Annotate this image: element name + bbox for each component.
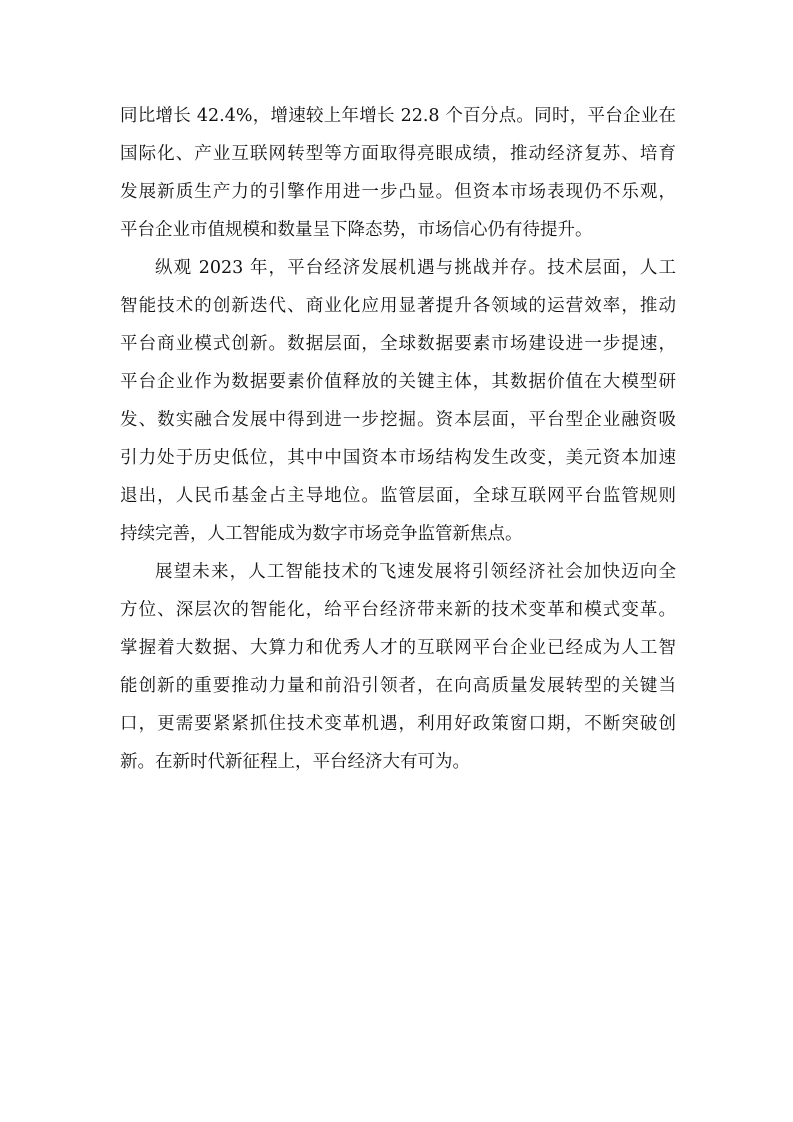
text-line: 口，更需要紧紧抓住技术变革机遇，利用好政策窗口期，不断突破创 xyxy=(120,714,676,734)
text-line: 新。在新时代新征程上，平台经济大有可为。 xyxy=(120,752,470,772)
text-line: 能创新的重要推动力量和前沿引领者，在向高质量发展转型的关键当 xyxy=(120,676,676,696)
body-text xyxy=(120,97,676,781)
paragraph xyxy=(120,553,676,781)
text-line: 发展新质生产力的引擎作用进一步凸显。但资本市场表现仍不乐观， xyxy=(120,182,676,202)
text-line: 智能技术的创新迭代、商业化应用显著提升各领域的运营效率，推动 xyxy=(120,296,676,316)
text-line: 平台企业市值规模和数量呈下降态势，市场信心仍有待提升。 xyxy=(120,220,593,240)
paragraph xyxy=(120,97,676,249)
text-line: 方位、深层次的智能化，给平台经济带来新的技术变革和模式变革。 xyxy=(120,600,676,620)
text-line: 退出，人民币基金占主导地位。监管层面，全球互联网平台监管规则 xyxy=(120,486,676,506)
text-line: 国际化、产业互联网转型等方面取得亮眼成绩，推动经济复苏、培育 xyxy=(120,144,676,164)
text-line: 展望未来，人工智能技术的飞速发展将引领经济社会加快迈向全 xyxy=(155,562,676,582)
text-line: 持续完善，人工智能成为数字市场竞争监管新焦点。 xyxy=(120,524,523,544)
text-line: 引力处于历史低位，其中中国资本市场结构发生改变，美元资本加速 xyxy=(120,448,676,468)
text-line: 发、数实融合发展中得到进一步挖掘。资本层面，平台型企业融资吸 xyxy=(120,410,676,430)
paragraph xyxy=(120,249,676,553)
text-line: 同比增长 42.4%，增速较上年增长 22.8 个百分点。同时，平台企业在 xyxy=(120,106,676,126)
text-line: 纵观 2023 年，平台经济发展机遇与挑战并存。技术层面，人工 xyxy=(155,258,676,278)
text-line: 平台企业作为数据要素价值释放的关键主体，其数据价值在大模型研 xyxy=(120,372,676,392)
text-line: 掌握着大数据、大算力和优秀人才的互联网平台企业已经成为人工智 xyxy=(120,638,676,658)
text-line: 平台商业模式创新。数据层面，全球数据要素市场建设进一步提速， xyxy=(120,334,676,354)
